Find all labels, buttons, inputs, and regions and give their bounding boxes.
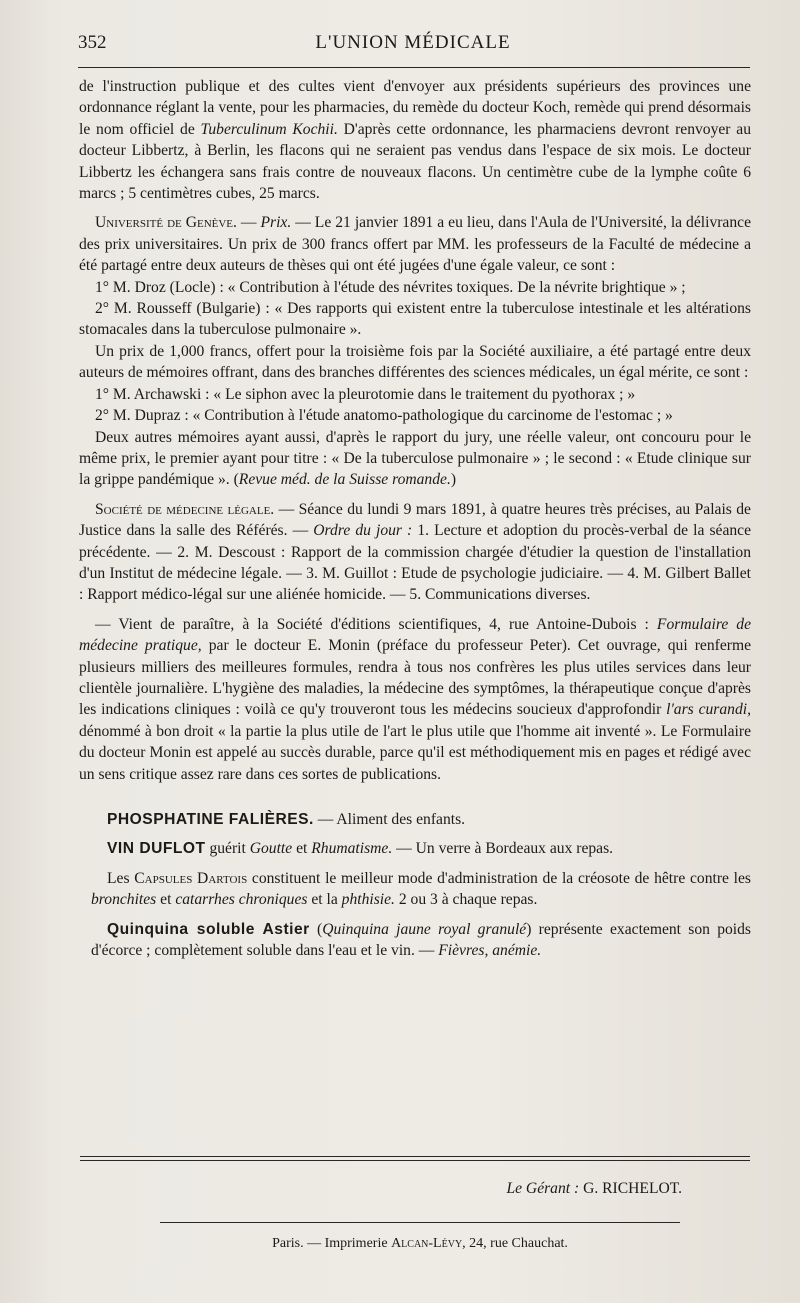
- article-body: [79, 76, 751, 969]
- ad-vin-duflot: VIN DUFLOT guérit Goutte et Rhumatisme. — Un verre à Bordeaux aux repas.: [107, 840, 614, 858]
- page-header: [78, 32, 748, 62]
- paragraph-prize-droz: 1° M. Droz (Locle) : « Contribution à l'étude des névrites toxiques. De la névrite brightique » ;: [95, 278, 686, 296]
- ad-phosphatine: PHOSPHATINE FALIÈRES. — Aliment des enfants.: [107, 811, 466, 828]
- advertisements: [79, 809, 751, 961]
- paragraph-other-memoirs: Deux autres mémoires ayant aussi, d'après le rapport du jury, une réelle valeur, ont concouru pour le même prix, le premier ayant pour titre : « De la tuberculose pulmonaire » ; le second : « Etude clinique sur la grippe pandémique ». (Revue méd. de la Suisse romande.): [79, 428, 751, 489]
- footer-rule-bottom: [160, 1222, 680, 1223]
- paragraph-prize-archawski: 1° M. Archawski : « Le siphon avec la pleurotomie dans le traitement du pyothorax ; »: [95, 385, 636, 403]
- footer-rule-double: [80, 1160, 750, 1161]
- header-rule: [78, 67, 750, 68]
- ad-capsules-dartois: Les Capsules Dartois constituent le meilleur mode d'administration de la créosote de hêtre contre les bronchites et catarrhes chroniques et la phthisie. 2 ou 3 à chaque repas.: [91, 869, 751, 909]
- paragraph-prize-1000: Un prix de 1,000 francs, offert pour la troisième fois par la Société auxiliaire, a été partagé entre deux auteurs de mémoires offrant, dans des branches différentes des sciences médicales, un égal mérite, ce sont :: [79, 342, 751, 382]
- printer-imprint: Paris. — Imprimerie Alcan-Lévy, 24, rue Chauchat.: [272, 1236, 568, 1251]
- paragraph-prize-dupraz: 2° M. Dupraz : « Contribution à l'étude anatomo-pathologique du carcinome de l'estomac ; »: [95, 407, 673, 425]
- gerant-signature: Le Gérant : G. RICHELOT.: [506, 1180, 682, 1197]
- paragraph-prize-rousseff: 2° M. Rousseff (Bulgarie) : « Des rapports qui existent entre la tuberculose intestinale et les altérations stomacales dans la tuberculose pulmonaire ».: [79, 300, 751, 339]
- footer-rule-top: [80, 1156, 750, 1157]
- page-number: 352: [78, 32, 107, 53]
- paragraph-koch: de l'instruction publique et des cultes vient d'envoyer aux présidents supérieurs des provinces une ordonnance réglant la vente, pour les pharmacies, du remède du docteur Koch, remède qui prend désormais le nom officiel de Tuberculinum Kochii. D'après cette ordonnance, les pharmaciens devront renvoyer au docteur Libbertz, à Berlin, les flacons qui ne seraient pas vendus dans l'espace de six mois. Le docteur Libbertz les échangera sans frais contre de nouveaux flacons. Un centimètre cube de la lymphe coûte 6 marcs ; 5 centimètres cubes, 25 marcs.: [79, 78, 751, 203]
- running-title: L'UNION MÉDICALE: [315, 32, 511, 53]
- ad-quinquina-astier: Quinquina soluble Astier (Quinquina jaune royal granulé) représente exactement son poids d'écorce ; complètement soluble dans l'eau et le vin. — Fièvres, anémie.: [91, 920, 751, 960]
- paragraph-universite-geneve: Université de Genève. — Prix. — Le 21 janvier 1891 a eu lieu, dans l'Aula de l'Université, la délivrance des prix universitaires. Un prix de 300 francs offert par MM. les professeurs de la Faculté de médecine a été partagé entre deux auteurs de thèses qui ont été jugées d'une égale valeur, ce sont :: [79, 214, 751, 275]
- paragraph-formulaire: — Vient de paraître, à la Société d'éditions scientifiques, 4, rue Antoine-Dubois : Formulaire de médecine pratique, par le docteur E. Monin (préface du professeur Peter). Cet ouvrage, qui renferme plusieurs milliers des meilleures formules, rendra à tous nos confrères les plus utiles services dans leur clientèle journalière. L'hygiène des maladies, la médecine des symptômes, la thérapeutique conçue d'après les indications cliniques : voilà ce qu'y trouveront tous les médecins soucieux d'approfondir l'ars curandi, dénommé à bon droit « la partie la plus utile de l'art le plus utile que l'homme ait inventé ». Le Formulaire du docteur Monin est appelé au succès durable, parce qu'il est méthodiquement mis en pages et rédigé avec un sens critique assez rare dans ces sortes de publications.: [79, 615, 751, 783]
- paragraph-medecine-legale: Société de médecine légale. — Séance du lundi 9 mars 1891, à quatre heures très précises, au Palais de Justice dans la salle des Référés. — Ordre du jour : 1. Lecture et adoption du procès-verbal de la séance précédente. — 2. M. Descoust : Rapport de la commission chargée d'étudier la question de l'installation d'un Institut de médecine légale. — 3. M. Guillot : Etude de psychologie judiciaire. — 4. M. Gilbert Ballet : Rapport médico-légal sur une aliénée homicide. — 5. Communications diverses.: [79, 500, 752, 604]
